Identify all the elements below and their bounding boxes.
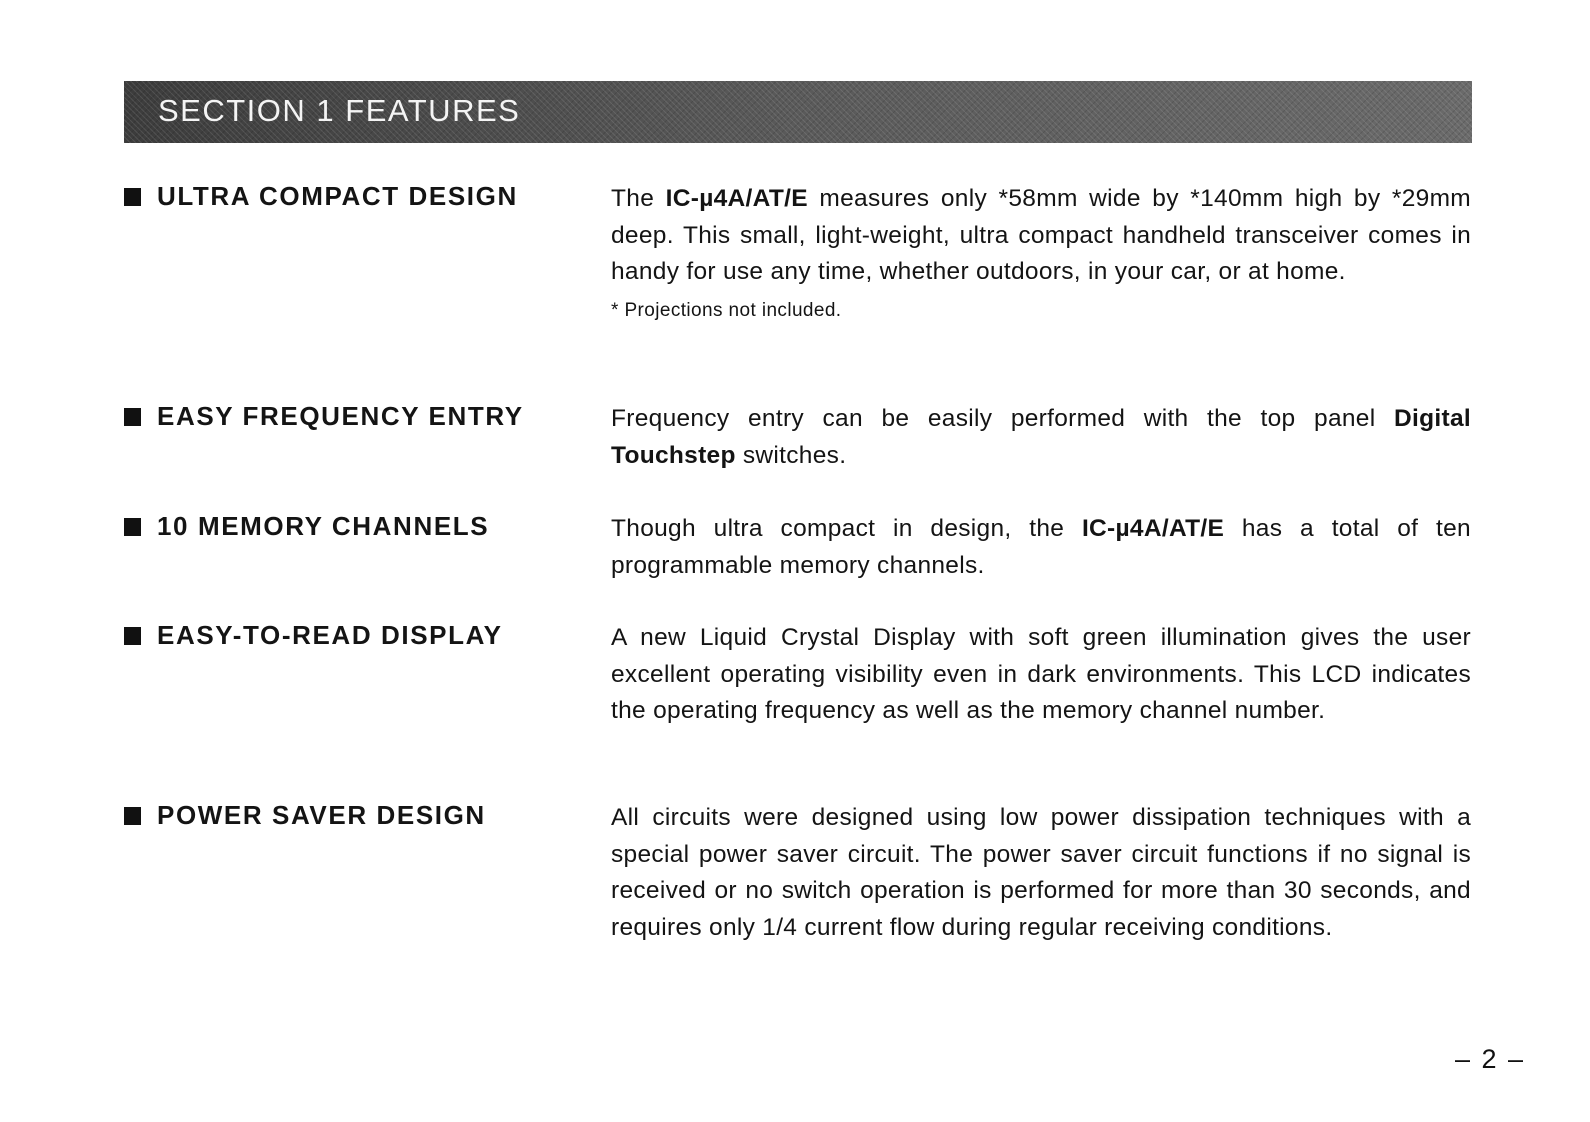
body-text: All circuits were designed using low power dissipation techniques with a special power saver circuit. The power saver circuit functions if no signal is received or no switch operation is performed for more than 30 seconds, and requires only 1/4 current flow during regular receiving conditions. <box>611 804 1471 941</box>
square-bullet-icon <box>124 627 141 645</box>
body-text: has a total of ten programmable memory channels. <box>611 515 1471 579</box>
feature-heading <box>124 181 594 212</box>
feature-heading-label: POWER SAVER DESIGN <box>157 800 486 830</box>
feature-heading <box>124 620 594 651</box>
body-text: A new Liquid Crystal Display with soft green illumination gives the user excellent operating visibility even in dark environments. This LCD indicates the operating frequency as well as the memory channel number. <box>611 624 1471 724</box>
square-bullet-icon <box>124 518 141 536</box>
footnote: * Projections not included. <box>611 299 842 321</box>
model-name: IC-µ4A/AT/E <box>665 185 808 212</box>
body-text: measures only *58mm wide by *140mm high by *29mm deep. This small, light-weight, ultra compact handheld transceiver comes in handy for use any time, whether outdoors, in your car, or at home. <box>611 185 1471 285</box>
square-bullet-icon <box>124 807 141 825</box>
body-text: Frequency entry can be easily performed with the top panel <box>611 405 1395 432</box>
model-name: IC-µ4A/AT/E <box>1081 515 1225 542</box>
body-text: switches. <box>735 441 847 469</box>
body-text: Though ultra compact in design, the <box>611 515 1082 542</box>
feature-heading-label: 10 MEMORY CHANNELS <box>157 511 490 541</box>
feature-heading <box>124 511 594 542</box>
body-text: The <box>611 185 666 212</box>
section-banner <box>124 81 1472 143</box>
feature-heading-label: ULTRA COMPACT DESIGN <box>157 181 518 211</box>
feature-description <box>611 401 1471 474</box>
square-bullet-icon <box>124 188 141 206</box>
feature-heading <box>124 800 594 831</box>
square-bullet-icon <box>124 408 141 426</box>
feature-description <box>611 620 1471 730</box>
feature-heading <box>124 401 594 432</box>
page-number: – 2 – <box>1455 1044 1526 1074</box>
feature-description <box>611 800 1471 946</box>
feature-heading-label: EASY FREQUENCY ENTRY <box>157 401 524 431</box>
feature-description <box>611 181 1471 325</box>
emphasis-text: Digital Touchstep <box>611 405 1471 469</box>
feature-description <box>611 511 1471 584</box>
section-title: SECTION 1 FEATURES <box>158 93 521 128</box>
feature-heading-label: EASY-TO-READ DISPLAY <box>157 620 503 650</box>
